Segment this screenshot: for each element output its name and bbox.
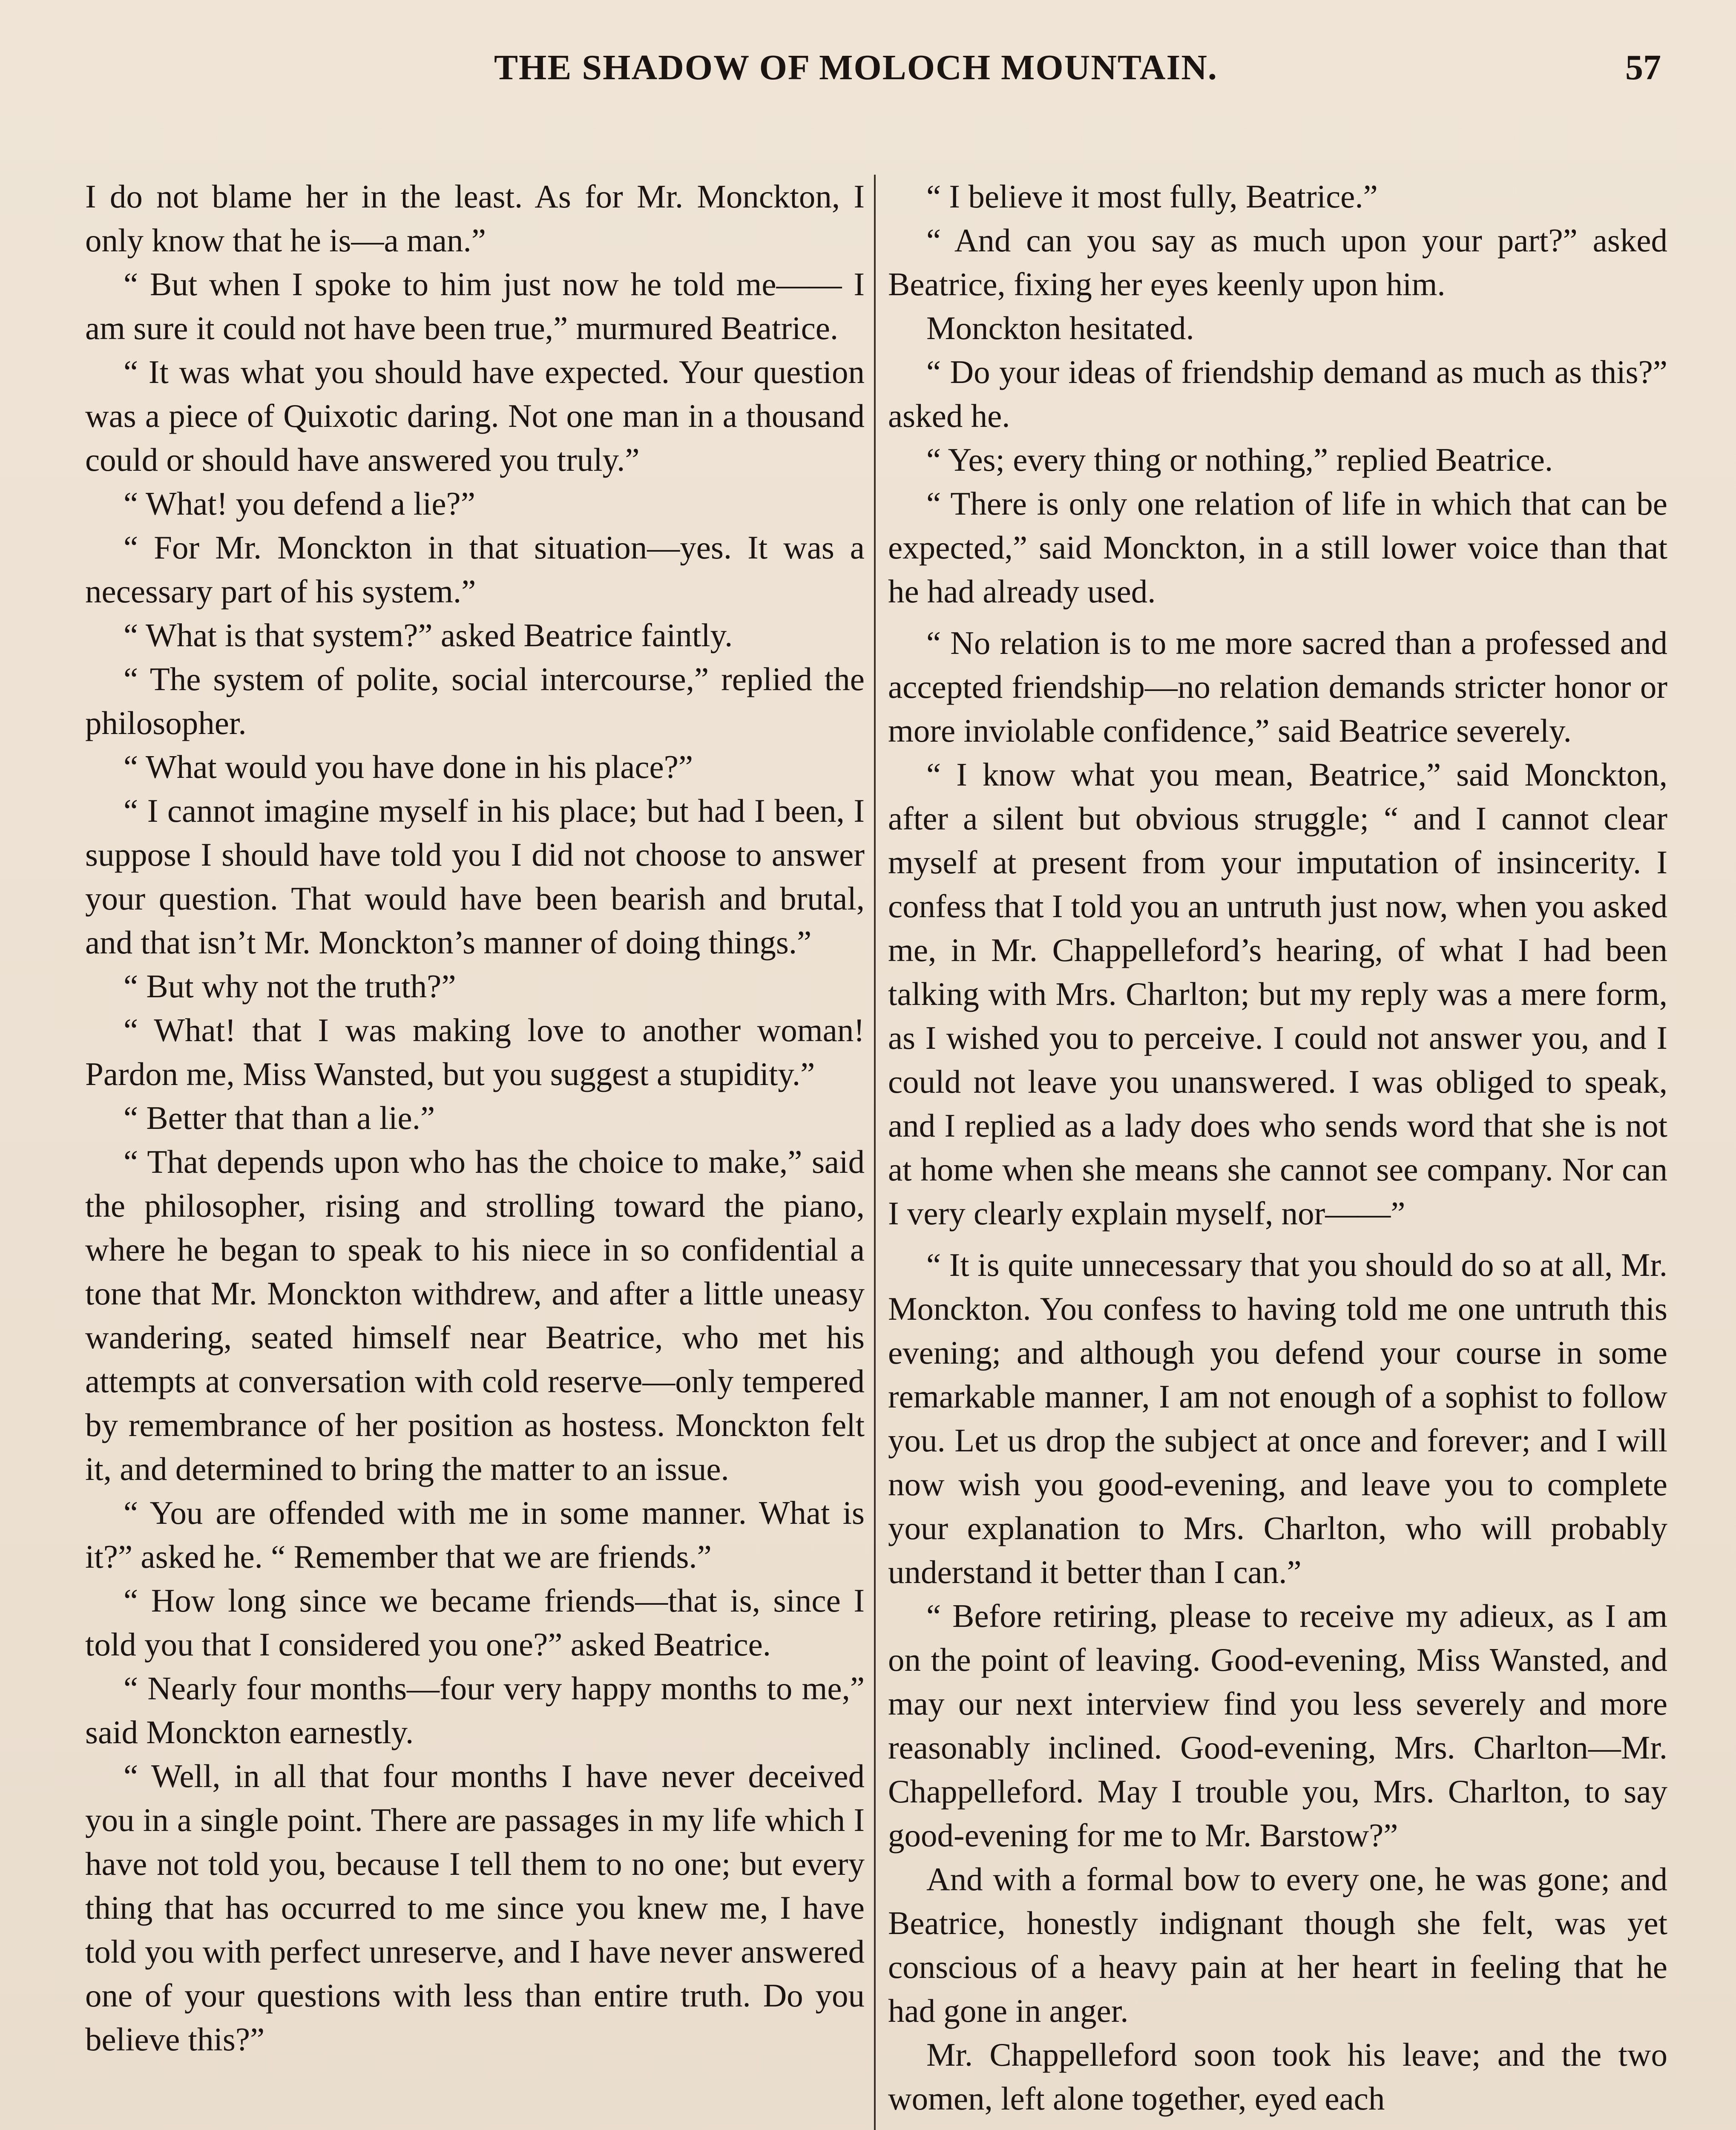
- page-number: 57: [1625, 48, 1661, 87]
- paragraph: “ Do your ideas of friendship demand as much as this?” asked he.: [888, 354, 1667, 434]
- paragraph: Mr. Chappelleford soon took his leave; and the two women, left alone together, eyed each: [888, 2036, 1667, 2117]
- paragraph: “ That depends upon who has the choice to make,” said the philosopher, rising and strolling toward the piano, where he began to speak to his niece in so confidential a tone that Mr. Monckton withdrew, and after a little uneasy wandering, seated himself near Beatrice, who met his attempts at conversation with cold reserve—only tempered by remembrance of her position as hostess. Monckton felt it, and determined to bring the matter to an issue.: [85, 1143, 865, 1487]
- paragraph: “ You are offended with me in some manner. What is it?” asked he. “ Remember that we are friends.”: [85, 1494, 865, 1575]
- paragraph: “ I believe it most fully, Beatrice.”: [926, 178, 1378, 215]
- paragraph: “ The system of polite, social intercourse,” replied the philosopher.: [85, 661, 865, 741]
- paragraph: “ And can you say as much upon your part?” asked Beatrice, fixing her eyes keenly upon him.: [888, 222, 1667, 302]
- paragraph: “ It was what you should have expected. Your question was a piece of Quixotic daring. Not one man in a thousand could or should have answered you truly.”: [85, 354, 865, 478]
- paragraph: “ What would you have done in his place?”: [124, 748, 693, 785]
- running-head: [85, 47, 1687, 98]
- paragraph: “ Yes; every thing or nothing,” replied Beatrice.: [926, 441, 1553, 478]
- paragraph: “ But when I spoke to him just now he told me—— I am sure it could not have been true,” murmured Beatrice.: [85, 266, 865, 346]
- paragraph: “ What! you defend a lie?”: [124, 485, 475, 522]
- column-divider: [874, 175, 876, 2130]
- paragraph: “ There is only one relation of life in which that can be expected,” said Monckton, in a still lower voice than that he had already used.: [888, 485, 1667, 610]
- paragraph: And with a formal bow to every one, he was gone; and Beatrice, honestly indignant though she felt, was yet conscious of a heavy pain at her heart in feeling that he had gone in anger.: [888, 1861, 1667, 2029]
- paragraph: “ I know what you mean, Beatrice,” said Monckton, after a silent but obvious struggle; “ and I cannot clear myself at present from your imputation of insincerity. I confess that I told you an untruth just now, when you asked me, in Mr. Chappelleford’s hearing, of what I had been talking with Mrs. Charlton; but my reply was a mere form, as I wished you to perceive. I could not answer you, and I could not leave you unanswered. I was obliged to speak, and I replied as a lady does who sends word that she is not at home when she means she cannot see company. Nor can I very clearly explain myself, nor——”: [888, 756, 1667, 1232]
- right-text-column: [888, 175, 1667, 2130]
- paragraph: I do not blame her in the least. As for Mr. Monckton, I only know that he is—a man.”: [85, 178, 865, 259]
- left-text-column: [85, 175, 865, 2130]
- running-title: THE SHADOW OF MOLOCH MOUNTAIN.: [494, 48, 1218, 87]
- paragraph: “ How long since we became friends—that is, since I told you that I considered you one?” asked Beatrice.: [85, 1582, 865, 1663]
- paragraph: “ But why not the truth?”: [124, 968, 456, 1005]
- paragraph: “ Better that than a lie.”: [124, 1100, 435, 1136]
- paragraph: “ For Mr. Monckton in that situation—yes. It was a necessary part of his system.”: [85, 529, 865, 610]
- paragraph: “ Before retiring, please to receive my adieux, as I am on the point of leaving. Good-evening, Miss Wansted, and may our next interview find you less severely and more reasonably inclined. Good-evening, Mrs. Charlton—Mr. Chappelleford. May I trouble you, Mrs. Charlton, to say good-evening for me to Mr. Barstow?”: [888, 1598, 1667, 1854]
- paragraph: “ What is that system?” asked Beatrice faintly.: [124, 617, 733, 653]
- paragraph: “ It is quite unnecessary that you should do so at all, Mr. Monckton. You confess to having told me one untruth this evening; and although you defend your course in some remarkable manner, I am not enough of a sophist to follow you. Let us drop the subject at once and forever; and I will now wish you good-evening, and leave you to complete your explanation to Mrs. Charlton, who will probably understand it better than I can.”: [888, 1246, 1667, 1590]
- paragraph: “ No relation is to me more sacred than a professed and accepted friendship—no relation demands stricter honor or more inviolable confidence,” said Beatrice severely.: [888, 625, 1667, 749]
- paragraph: “ What! that I was making love to another woman! Pardon me, Miss Wansted, but you suggest a stupidity.”: [85, 1012, 865, 1092]
- paragraph: “ I cannot imagine myself in his place; but had I been, I suppose I should have told you I did not choose to answer your question. That would have been bearish and brutal, and that isn’t Mr. Monckton’s manner of doing things.”: [85, 792, 865, 961]
- paragraph: “ Well, in all that four months I have never deceived you in a single point. There are passages in my life which I have not told you, because I tell them to no one; but every thing that has occurred to me since you knew me, I have told you with perfect unreserve, and I have never answered one of your questions with less than entire truth. Do you believe this?”: [85, 1758, 865, 2058]
- paragraph: Monckton hesitated.: [926, 310, 1194, 346]
- paragraph: “ Nearly four months—four very happy months to me,” said Monckton earnestly.: [85, 1670, 865, 1750]
